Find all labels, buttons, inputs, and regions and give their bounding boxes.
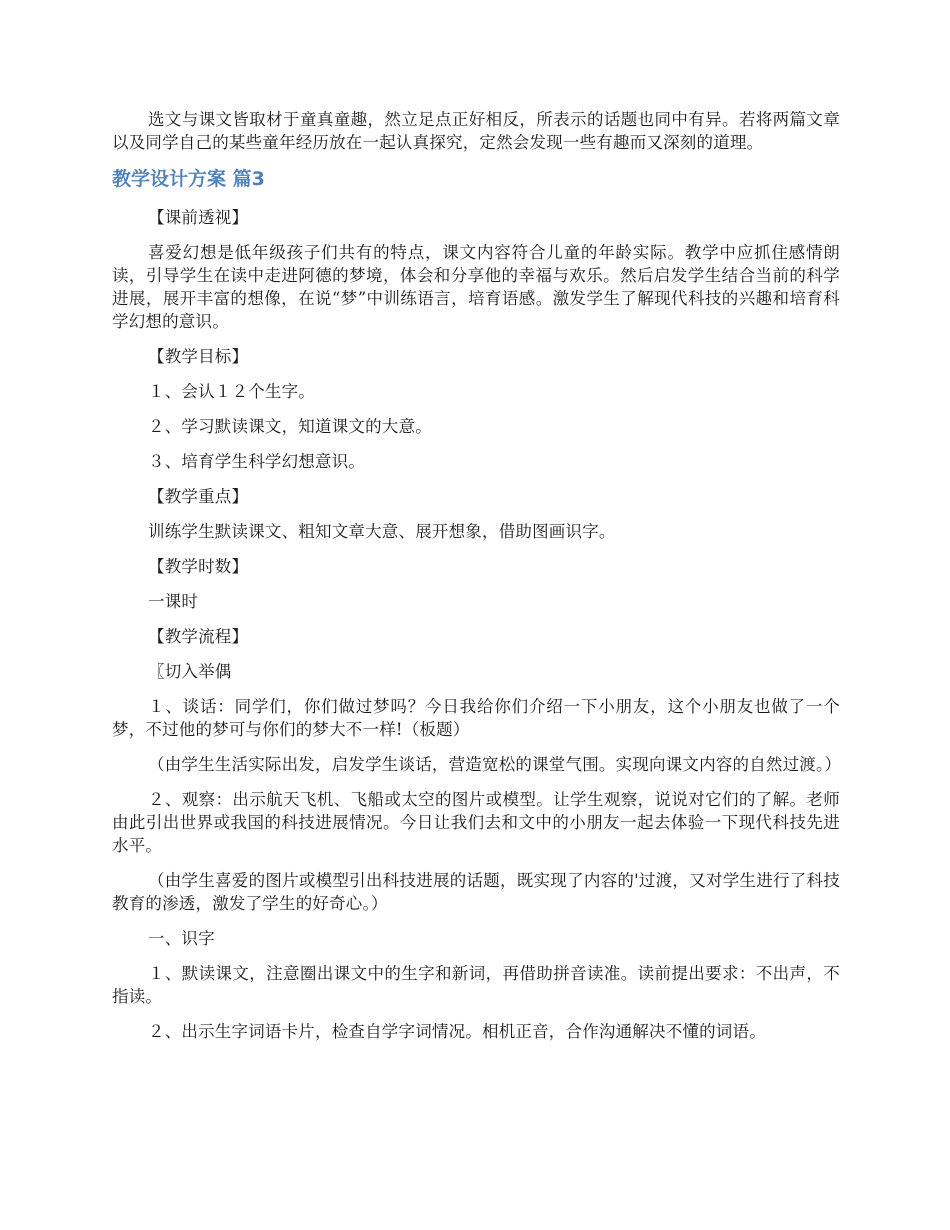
paragraph: 【教学重点】 (148, 487, 249, 506)
paragraph: １、会认１２个生字。 (148, 382, 315, 401)
paragraph: １、默读课文，注意圈出课文中的生字和新词，再借助拼音读准。读前提出要求：不出声，不指读。 (112, 964, 840, 1006)
paragraph: ３、培育学生科学幻想意识。 (148, 452, 366, 471)
paragraph: 一课时 (148, 592, 199, 611)
paragraph: 【教学时数】 (148, 557, 249, 576)
paragraph: （由学生喜爱的图片或模型引出科技进展的话题，既实现了内容的'过渡，又对学生进行了科技教育的渗透，激发了学生的好奇心。） (112, 871, 840, 913)
paragraph: 〖切入举偶 (148, 662, 232, 681)
paragraph: 【教学目标】 (148, 347, 249, 366)
paragraph: ２、观察：出示航天飞机、飞船或太空的图片或模型。让学生观察，说说对它们的了解。老师由此引出世界或我国的科技进展情况。今日让我们去和文中的小朋友一起去体验一下现代科技先进水平。 (112, 790, 840, 855)
paragraph: 【课前透视】 (148, 208, 249, 227)
paragraph: ２、出示生字词语卡片，检查自学字词情况。相机正音，合作沟通解决不懂的词语。 (148, 1022, 766, 1041)
paragraph: １、谈话：同学们，你们做过梦吗？今日我给你们介绍一下小朋友，这个小朋友也做了一个梦，不过他的梦可与你们的梦大不一样!（板题） (112, 697, 840, 739)
paragraph: ２、学习默读课文，知道课文的大意。 (148, 417, 432, 436)
section-heading: 教学设计方案 篇3 (112, 168, 265, 190)
paragraph: 【教学流程】 (148, 627, 249, 646)
paragraph: 喜爱幻想是低年级孩子们共有的特点，课文内容符合儿童的年龄实际。教学中应抓住感情朗读，引导学生在读中走进阿德的梦境，体会和分享他的幸福与欢乐。然后启发学生结合当前的科学进展，展开丰富的想像，在说“梦”中训练语言，培育语感。激发学生了解现代科技的兴趣和培育科学幻想的意识。 (112, 243, 840, 331)
paragraph: 训练学生默读课文、粗知文章大意、展开想象，借助图画识字。 (148, 522, 616, 541)
paragraph: （由学生生活实际出发，启发学生谈话，营造宽松的课堂气围。实现向课文内容的自然过渡。） (148, 755, 842, 774)
intro-paragraph: 选文与课文皆取材于童真童趣，然立足点正好相反，所表示的话题也同中有异。若将两篇文章以及同学自己的某些童年经历放在一起认真探究，定然会发现一些有趣而又深刻的道理。 (112, 110, 840, 152)
paragraph: 一、识字 (148, 929, 215, 948)
document-page (112, 108, 840, 1055)
